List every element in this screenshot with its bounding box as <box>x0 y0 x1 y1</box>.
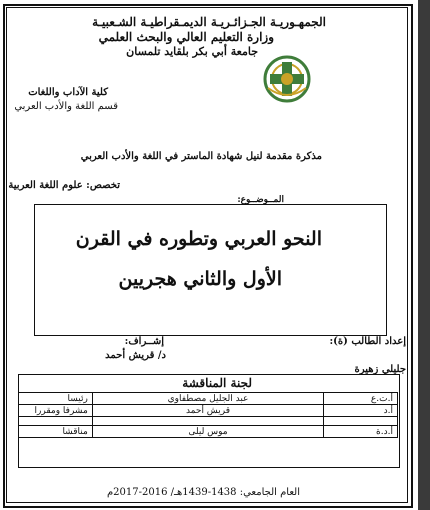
table-row <box>19 426 398 438</box>
republic-header: الجمهـوريـة الجـزائـريـة الديمـقراطيـة الشـعبيـة <box>92 15 326 29</box>
university-name: جامعة أبي بكر بلقايد تلمسان <box>126 45 258 58</box>
student-name: جليلي زهيرة <box>354 364 406 375</box>
member-rank: أ.د <box>324 405 398 417</box>
ministry-header: وزارة التعليم العالي والبحث العلمي <box>98 30 274 44</box>
university-logo <box>262 54 312 104</box>
subject-label: المــوضــوع: <box>237 195 284 205</box>
member-rank: أ.ت.ع <box>324 393 398 405</box>
academic-year: العام الجامعي: 1438-1439هـ/ 2016-2017م <box>106 487 300 498</box>
member-rank: أ.د.ة <box>324 426 398 438</box>
member-name: قريش أحمد <box>92 405 323 417</box>
member-name: عبد الجليل مصطفاوي <box>92 393 323 405</box>
table-row <box>19 405 398 417</box>
supervisor-label: إشــراف: <box>124 336 164 347</box>
thesis-title-line2: الأول والثاني هجريين <box>118 268 282 290</box>
faculty-name: كلية الآداب واللغات <box>28 87 108 98</box>
member-name: موس ليلى <box>92 426 323 438</box>
table-spacer <box>19 417 398 426</box>
member-role: مشرفا ومقررا <box>19 405 93 417</box>
committee-title: لجنة المناقشة <box>182 376 252 390</box>
member-role: رئيسا <box>19 393 93 405</box>
committee-table <box>18 392 398 438</box>
specialty: تخصص: علوم اللغة العربية <box>8 180 120 191</box>
table-row <box>19 393 398 405</box>
memo-statement: مذكرة مقدمة لنيل شهادة الماستر في اللغة والأدب العربي <box>80 151 322 162</box>
student-label: إعداد الطالب (ة): <box>329 336 406 347</box>
supervisor-name: د/ قريش أحمد <box>105 350 166 361</box>
thesis-title-line1: النحو العربي وتطوره في القرن <box>75 228 322 250</box>
viewer-scrollbar[interactable] <box>418 0 430 510</box>
department-name: قسم اللغة والأدب العربي <box>14 101 118 112</box>
member-role: مناقشا <box>19 426 93 438</box>
